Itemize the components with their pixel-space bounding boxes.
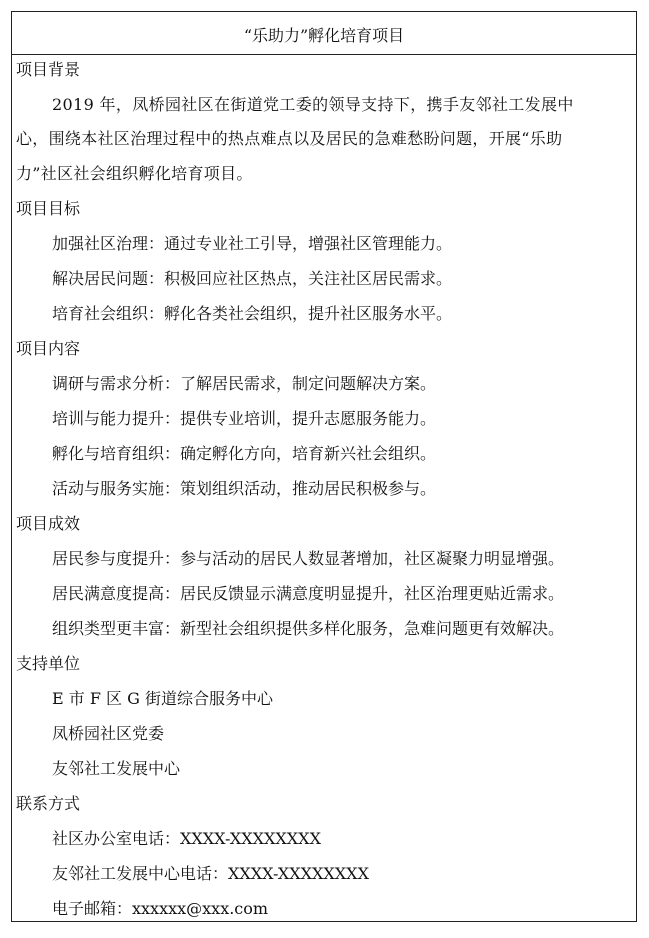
section-heading-results: 项目成效 [16,514,81,533]
background-paragraph-line: 2019 年，凤桥园社区在街道党工委的领导支持下，携手友邻社工发展中 [52,95,574,114]
contact-email: 电子邮箱：xxxxxx@xxx.com [52,899,269,918]
section-heading-goals: 项目目标 [16,199,81,218]
section-heading-support: 支持单位 [16,654,81,673]
support-item: 凤桥园社区党委 [52,724,165,743]
contact-phone-center: 友邻社工发展中心电话：XXXX-XXXXXXXX [52,864,369,883]
goal-item: 培育社会组织：孵化各类社会组织，提升社区服务水平。 [52,304,453,323]
content-item: 孵化与培育组织：确定孵化方向，培育新兴社会组织。 [52,444,437,463]
result-item: 组织类型更丰富：新型社会组织提供多样化服务，急难问题更有效解决。 [52,619,565,638]
goal-item: 加强社区治理：通过专业社工引导，增强社区管理能力。 [52,234,453,253]
document-frame [11,11,637,922]
section-heading-contact: 联系方式 [16,794,81,813]
result-item: 居民参与度提升：参与活动的居民人数显著增加，社区凝聚力明显增强。 [52,549,565,568]
section-heading-background: 项目背景 [16,60,81,79]
goal-item: 解决居民问题：积极回应社区热点，关注社区居民需求。 [52,269,453,288]
content-item: 活动与服务实施：策划组织活动，推动居民积极参与。 [52,479,437,498]
background-paragraph-line: 力”社区社会组织孵化培育项目。 [16,164,253,183]
content-item: 调研与需求分析：了解居民需求，制定问题解决方案。 [52,374,437,393]
support-item: E 市 F 区 G 街道综合服务中心 [52,689,273,708]
title-divider [12,54,636,55]
result-item: 居民满意度提高：居民反馈显示满意度明显提升，社区治理更贴近需求。 [52,584,565,603]
background-paragraph-line: 心，围绕本社区治理过程中的热点难点以及居民的急难愁盼问题，开展“乐助 [16,129,563,148]
document-title: “乐助力”孵化培育项目 [243,26,405,45]
content-item: 培训与能力提升：提供专业培训，提升志愿服务能力。 [52,409,437,428]
section-heading-content: 项目内容 [16,339,81,358]
support-item: 友邻社工发展中心 [52,759,181,778]
contact-phone-office: 社区办公室电话：XXXX-XXXXXXXX [52,829,321,848]
